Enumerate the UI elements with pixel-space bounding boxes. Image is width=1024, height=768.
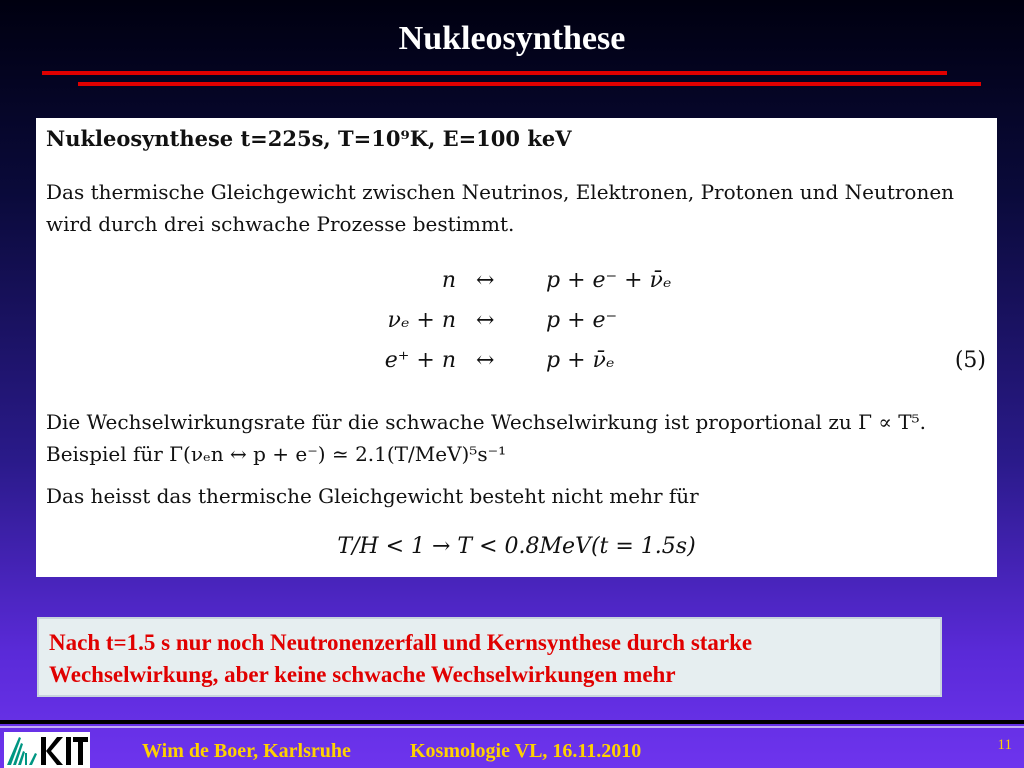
equation-rhs: p + e⁻ + ν̄ₑ xyxy=(546,268,672,293)
equation-rhs: p + e⁻ xyxy=(546,308,618,333)
conclusion-paragraph: Das heisst das thermische Gleichgewicht besteht nicht mehr für xyxy=(46,484,699,508)
kit-logo-icon xyxy=(4,732,90,768)
footer-rule-highlight xyxy=(0,726,1024,728)
title-rule-lower xyxy=(78,82,981,86)
equation-row xyxy=(366,348,986,388)
example-paragraph: Beispiel für Γ(νₑn ↔ p + e⁻) ≃ 2.1(T/MeV)⁵s⁻¹ xyxy=(46,442,507,466)
slide-title: Nukleosynthese xyxy=(398,20,626,57)
page-number: 11 xyxy=(997,737,1012,753)
final-relation: T/H < 1 → T < 0.8MeV(t = 1.5s) xyxy=(337,534,696,559)
equation-rhs: p + ν̄ₑ xyxy=(546,348,615,373)
equation-arrow: ↔ xyxy=(476,308,495,333)
note-line-2: Wechselwirkung, aber keine schwache Wechselwirkungen mehr xyxy=(49,662,676,687)
rate-paragraph: Die Wechselwirkungsrate für die schwache Wechselwirkung ist proportional zu Γ ∝ T⁵. xyxy=(46,410,926,434)
note-line-1: Nach t=1.5 s nur noch Neutronenzerfall und Kernsynthese durch starke xyxy=(49,630,753,655)
footer-course: Kosmologie VL, 16.11.2010 xyxy=(410,740,642,762)
equation-row xyxy=(366,268,986,308)
equation-number: (5) xyxy=(954,348,986,373)
footer-author: Wim de Boer, Karlsruhe xyxy=(142,740,351,762)
equation-block xyxy=(366,268,986,388)
footer-rule xyxy=(0,720,1024,724)
equation-lhs: n xyxy=(441,268,456,293)
equation-lhs: e⁺ + n xyxy=(384,348,456,373)
title-rule-upper xyxy=(42,71,947,75)
content-heading: Nukleosynthese t=225s, T=10⁹K, E=100 keV xyxy=(46,126,572,151)
content-box xyxy=(36,118,997,577)
note-box xyxy=(37,617,942,697)
equation-arrow: ↔ xyxy=(476,348,495,373)
equation-lhs: νₑ + n xyxy=(387,308,456,333)
equation-arrow: ↔ xyxy=(476,268,495,293)
equation-row xyxy=(366,308,986,348)
intro-paragraph: Das thermische Gleichgewicht zwischen Neutrinos, Elektronen, Protonen und Neutronen wird durch drei schwache Prozesse bestimmt. xyxy=(46,180,955,236)
